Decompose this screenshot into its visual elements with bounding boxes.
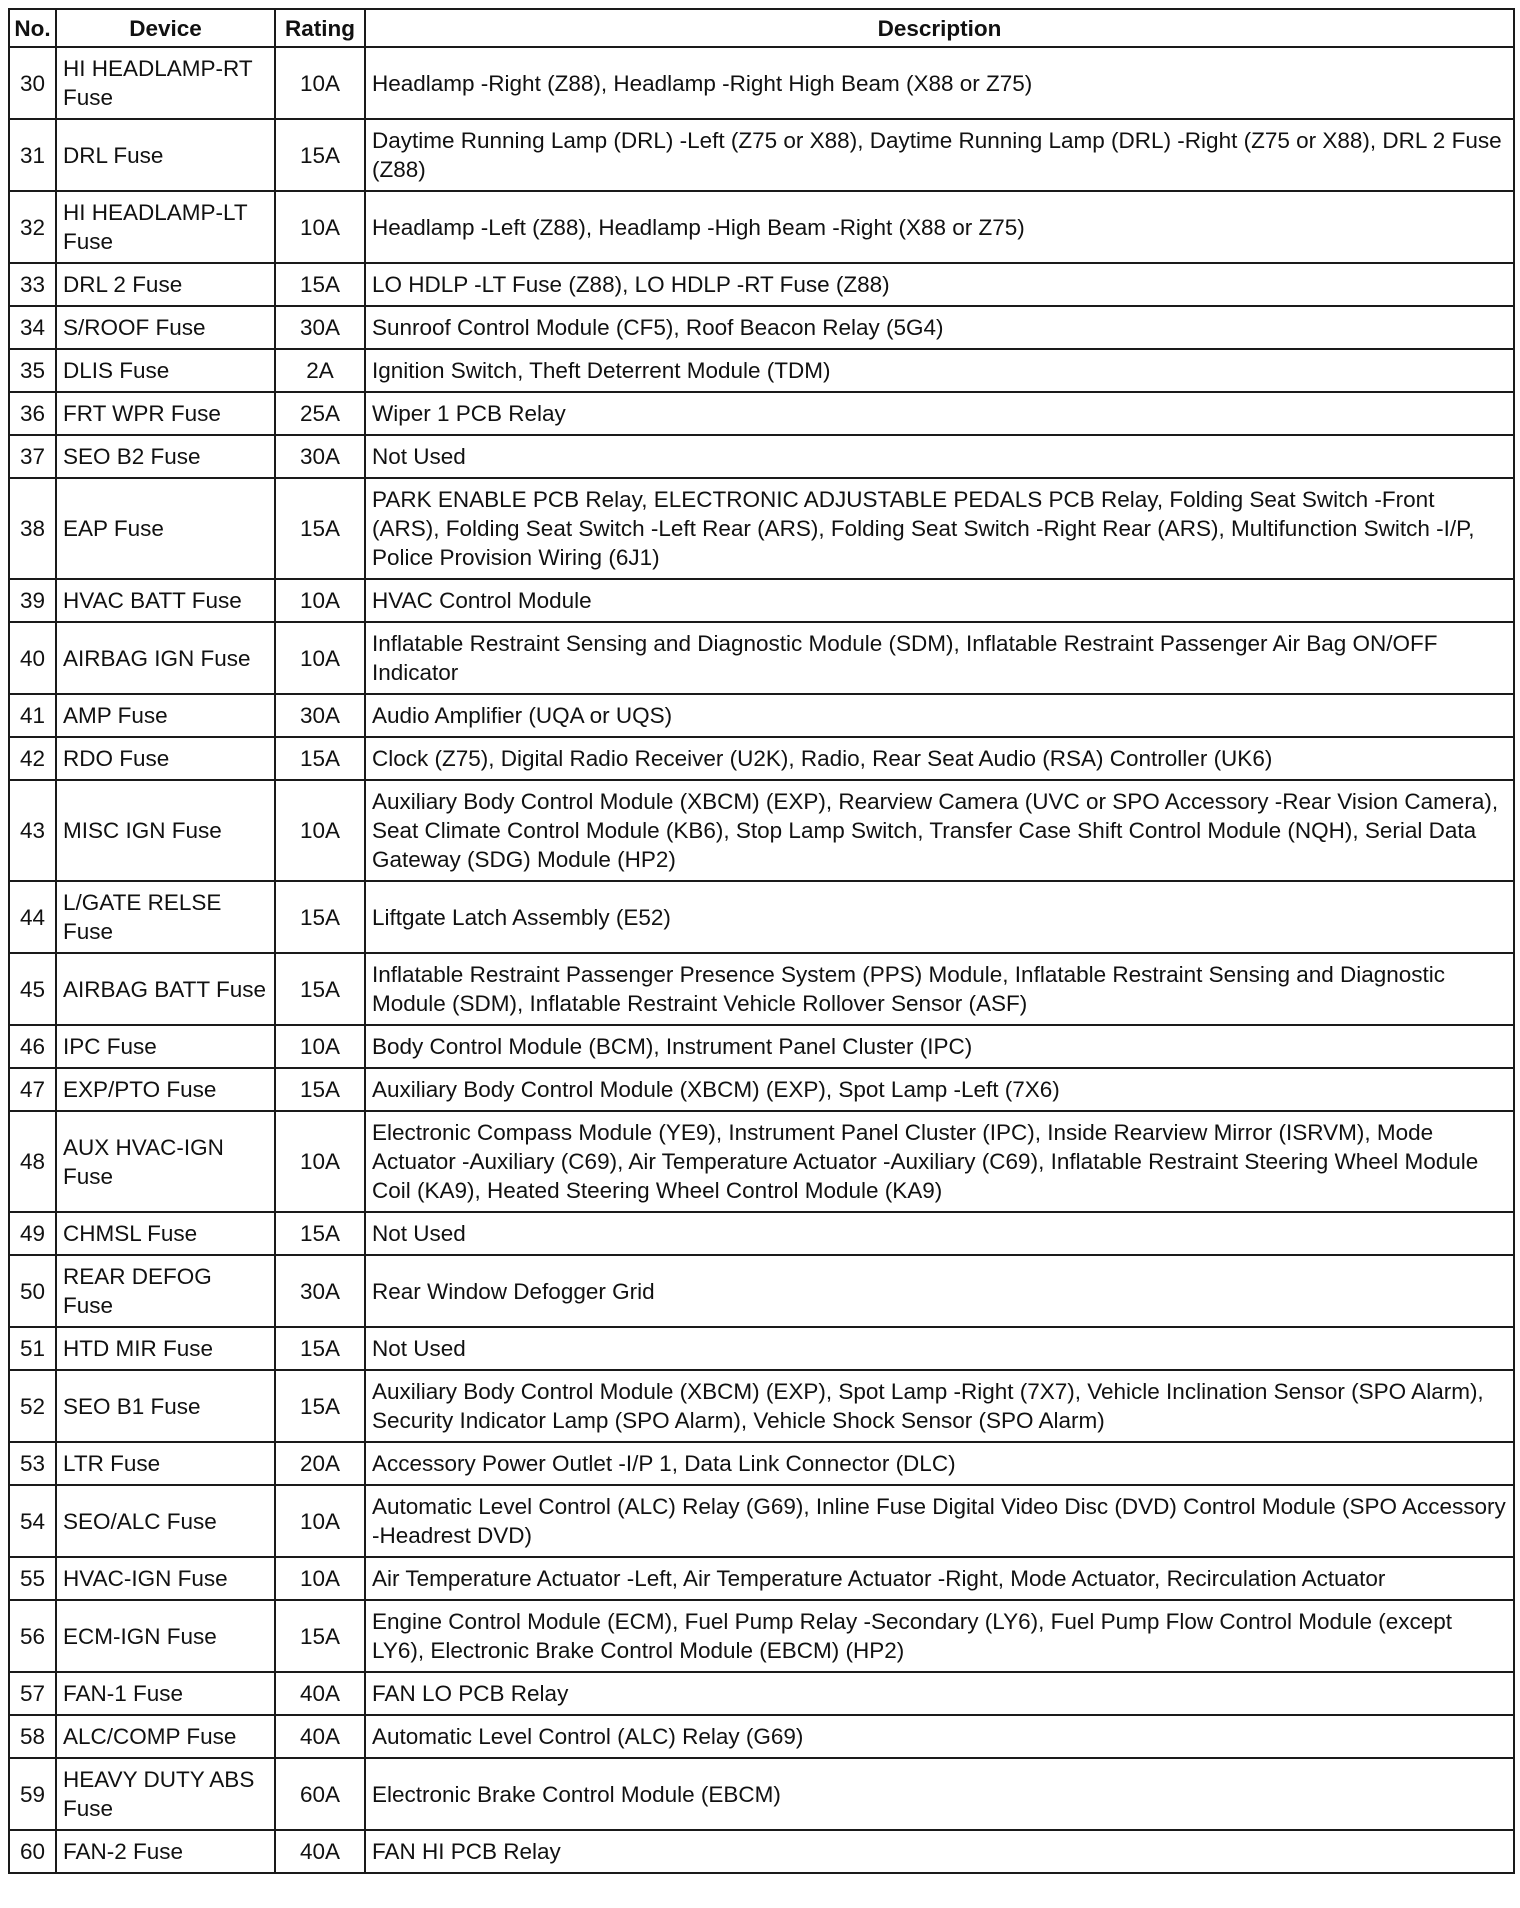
table-row — [9, 191, 1514, 263]
fuse-number: 39 — [9, 579, 56, 622]
fuse-device: HTD MIR Fuse — [56, 1327, 275, 1370]
fuse-description: Auxiliary Body Control Module (XBCM) (EXP), Rearview Camera (UVC or SPO Accessory -Rear Vision Camera), Seat Climate Control Module (KB6), Stop Lamp Switch, Transfer Case Shift Control Module (NQH), Serial Data Gateway (SDG) Module (HP2) — [365, 780, 1514, 881]
fuse-rating: 10A — [275, 1485, 365, 1557]
table-row — [9, 478, 1514, 579]
fuse-rating: 15A — [275, 1212, 365, 1255]
fuse-number: 44 — [9, 881, 56, 953]
fuse-number: 32 — [9, 191, 56, 263]
fuse-rating: 20A — [275, 1442, 365, 1485]
fuse-device: S/ROOF Fuse — [56, 306, 275, 349]
fuse-rating: 2A — [275, 349, 365, 392]
fuse-description: Daytime Running Lamp (DRL) -Left (Z75 or X88), Daytime Running Lamp (DRL) -Right (Z75 or X88), DRL 2 Fuse (Z88) — [365, 119, 1514, 191]
fuse-device: MISC IGN Fuse — [56, 780, 275, 881]
fuse-device: AIRBAG BATT Fuse — [56, 953, 275, 1025]
fuse-description: Auxiliary Body Control Module (XBCM) (EXP), Spot Lamp -Right (7X7), Vehicle Inclination Sensor (SPO Alarm), Security Indicator Lamp (SPO Alarm), Vehicle Shock Sensor (SPO Alarm) — [365, 1370, 1514, 1442]
fuse-number: 42 — [9, 737, 56, 780]
table-row — [9, 47, 1514, 119]
fuse-description: Air Temperature Actuator -Left, Air Temperature Actuator -Right, Mode Actuator, Recirculation Actuator — [365, 1557, 1514, 1600]
fuse-description: Clock (Z75), Digital Radio Receiver (U2K), Radio, Rear Seat Audio (RSA) Controller (UK6) — [365, 737, 1514, 780]
fuse-description: LO HDLP -LT Fuse (Z88), LO HDLP -RT Fuse (Z88) — [365, 263, 1514, 306]
fuse-number: 55 — [9, 1557, 56, 1600]
fuse-description: Electronic Brake Control Module (EBCM) — [365, 1758, 1514, 1830]
fuse-rating: 10A — [275, 47, 365, 119]
fuse-description: Automatic Level Control (ALC) Relay (G69), Inline Fuse Digital Video Disc (DVD) Control Module (SPO Accessory -Headrest DVD) — [365, 1485, 1514, 1557]
fuse-number: 33 — [9, 263, 56, 306]
fuse-rating: 10A — [275, 622, 365, 694]
fuse-device: HI HEADLAMP-RT Fuse — [56, 47, 275, 119]
fuse-number: 48 — [9, 1111, 56, 1212]
table-row — [9, 1111, 1514, 1212]
fuse-rating: 40A — [275, 1672, 365, 1715]
fuse-description: HVAC Control Module — [365, 579, 1514, 622]
fuse-number: 59 — [9, 1758, 56, 1830]
table-row — [9, 780, 1514, 881]
fuse-description: Not Used — [365, 435, 1514, 478]
fuse-rating: 30A — [275, 1255, 365, 1327]
fuse-rating: 15A — [275, 953, 365, 1025]
fuse-rating: 15A — [275, 1370, 365, 1442]
fuse-description: Rear Window Defogger Grid — [365, 1255, 1514, 1327]
fuse-description: Sunroof Control Module (CF5), Roof Beacon Relay (5G4) — [365, 306, 1514, 349]
fuse-device: CHMSL Fuse — [56, 1212, 275, 1255]
fuse-number: 38 — [9, 478, 56, 579]
fuse-rating: 10A — [275, 1025, 365, 1068]
table-row — [9, 1442, 1514, 1485]
fuse-device: SEO B2 Fuse — [56, 435, 275, 478]
fuse-device: RDO Fuse — [56, 737, 275, 780]
table-row — [9, 435, 1514, 478]
fuse-rating: 10A — [275, 1557, 365, 1600]
fuse-device: AMP Fuse — [56, 694, 275, 737]
fuse-description: Not Used — [365, 1327, 1514, 1370]
fuse-rating: 40A — [275, 1715, 365, 1758]
table-row — [9, 306, 1514, 349]
fuse-device: LTR Fuse — [56, 1442, 275, 1485]
fuse-rating: 40A — [275, 1830, 365, 1873]
fuse-device: ECM-IGN Fuse — [56, 1600, 275, 1672]
fuse-description: Automatic Level Control (ALC) Relay (G69) — [365, 1715, 1514, 1758]
table-row — [9, 1068, 1514, 1111]
fuse-rating: 15A — [275, 478, 365, 579]
fuse-device: ALC/COMP Fuse — [56, 1715, 275, 1758]
table-row — [9, 1212, 1514, 1255]
fuse-description: Inflatable Restraint Sensing and Diagnostic Module (SDM), Inflatable Restraint Passenger Air Bag ON/OFF Indicator — [365, 622, 1514, 694]
table-row — [9, 1758, 1514, 1830]
table-row — [9, 1370, 1514, 1442]
fuse-description: Engine Control Module (ECM), Fuel Pump Relay -Secondary (LY6), Fuel Pump Flow Control Module (except LY6), Electronic Brake Control Module (EBCM) (HP2) — [365, 1600, 1514, 1672]
table-row — [9, 881, 1514, 953]
table-row — [9, 263, 1514, 306]
fuse-device: DRL 2 Fuse — [56, 263, 275, 306]
fuse-number: 57 — [9, 1672, 56, 1715]
fuse-device: HI HEADLAMP-LT Fuse — [56, 191, 275, 263]
fuse-rating: 30A — [275, 694, 365, 737]
fuse-description: Accessory Power Outlet -I/P 1, Data Link Connector (DLC) — [365, 1442, 1514, 1485]
fuse-device: FAN-2 Fuse — [56, 1830, 275, 1873]
table-row — [9, 694, 1514, 737]
header-rating: Rating — [275, 9, 365, 47]
header-no: No. — [9, 9, 56, 47]
fuse-number: 31 — [9, 119, 56, 191]
table-row — [9, 1600, 1514, 1672]
fuse-number: 30 — [9, 47, 56, 119]
fuse-device: FAN-1 Fuse — [56, 1672, 275, 1715]
fuse-rating: 10A — [275, 1111, 365, 1212]
fuse-device: HEAVY DUTY ABS Fuse — [56, 1758, 275, 1830]
fuse-device: HVAC-IGN Fuse — [56, 1557, 275, 1600]
fuse-number: 54 — [9, 1485, 56, 1557]
fuse-rating: 10A — [275, 191, 365, 263]
table-row — [9, 953, 1514, 1025]
fuse-description: PARK ENABLE PCB Relay, ELECTRONIC ADJUSTABLE PEDALS PCB Relay, Folding Seat Switch -Front (ARS), Folding Seat Switch -Left Rear (ARS), Folding Seat Switch -Right Rear (ARS), Multifunction Switch -I/P, Police Provision Wiring (6J1) — [365, 478, 1514, 579]
fuse-device: AIRBAG IGN Fuse — [56, 622, 275, 694]
fuse-number: 36 — [9, 392, 56, 435]
fuse-number: 46 — [9, 1025, 56, 1068]
fuse-number: 56 — [9, 1600, 56, 1672]
table-row — [9, 1485, 1514, 1557]
fuse-device: EXP/PTO Fuse — [56, 1068, 275, 1111]
fuse-device: EAP Fuse — [56, 478, 275, 579]
fuse-number: 41 — [9, 694, 56, 737]
fuse-number: 53 — [9, 1442, 56, 1485]
table-row — [9, 622, 1514, 694]
fuse-number: 49 — [9, 1212, 56, 1255]
fuse-number: 37 — [9, 435, 56, 478]
fuse-description: Liftgate Latch Assembly (E52) — [365, 881, 1514, 953]
table-row — [9, 349, 1514, 392]
fuse-description: Headlamp -Left (Z88), Headlamp -High Beam -Right (X88 or Z75) — [365, 191, 1514, 263]
fuse-rating: 25A — [275, 392, 365, 435]
fuse-number: 58 — [9, 1715, 56, 1758]
fuse-rating: 15A — [275, 881, 365, 953]
fuse-description: Ignition Switch, Theft Deterrent Module (TDM) — [365, 349, 1514, 392]
fuse-device: IPC Fuse — [56, 1025, 275, 1068]
fuse-device: REAR DEFOG Fuse — [56, 1255, 275, 1327]
fuse-number: 51 — [9, 1327, 56, 1370]
fuse-rating: 30A — [275, 306, 365, 349]
fuse-description: Auxiliary Body Control Module (XBCM) (EXP), Spot Lamp -Left (7X6) — [365, 1068, 1514, 1111]
fuse-description: Wiper 1 PCB Relay — [365, 392, 1514, 435]
table-row — [9, 737, 1514, 780]
table-row — [9, 1715, 1514, 1758]
fuse-device: SEO/ALC Fuse — [56, 1485, 275, 1557]
table-row — [9, 1672, 1514, 1715]
fuse-number: 43 — [9, 780, 56, 881]
fuse-rating: 15A — [275, 1600, 365, 1672]
fuse-number: 47 — [9, 1068, 56, 1111]
table-row — [9, 392, 1514, 435]
fuse-device: L/GATE RELSE Fuse — [56, 881, 275, 953]
fuse-rating: 10A — [275, 579, 365, 622]
fuse-description: FAN LO PCB Relay — [365, 1672, 1514, 1715]
fuse-number: 35 — [9, 349, 56, 392]
fuse-rating: 15A — [275, 119, 365, 191]
fuse-device: DLIS Fuse — [56, 349, 275, 392]
fuse-rating: 15A — [275, 263, 365, 306]
fuse-number: 60 — [9, 1830, 56, 1873]
table-row — [9, 1557, 1514, 1600]
fuse-description: Electronic Compass Module (YE9), Instrument Panel Cluster (IPC), Inside Rearview Mirror (ISRVM), Mode Actuator -Auxiliary (C69), Air Temperature Actuator -Auxiliary (C69), Inflatable Restraint Steering Wheel Module Coil (KA9), Heated Steering Wheel Control Module (KA9) — [365, 1111, 1514, 1212]
fuse-description: Headlamp -Right (Z88), Headlamp -Right High Beam (X88 or Z75) — [365, 47, 1514, 119]
fuse-rating: 15A — [275, 737, 365, 780]
fuse-number: 50 — [9, 1255, 56, 1327]
fuse-description: Inflatable Restraint Passenger Presence System (PPS) Module, Inflatable Restraint Sensing and Diagnostic Module (SDM), Inflatable Restraint Vehicle Rollover Sensor (ASF) — [365, 953, 1514, 1025]
fuse-device: DRL Fuse — [56, 119, 275, 191]
fuse-description: FAN HI PCB Relay — [365, 1830, 1514, 1873]
table-row — [9, 1327, 1514, 1370]
fuse-rating: 10A — [275, 780, 365, 881]
table-row — [9, 1025, 1514, 1068]
fuse-number: 40 — [9, 622, 56, 694]
header-row — [9, 9, 1514, 47]
fuse-description: Not Used — [365, 1212, 1514, 1255]
table-row — [9, 1255, 1514, 1327]
fuse-number: 52 — [9, 1370, 56, 1442]
fuse-device: SEO B1 Fuse — [56, 1370, 275, 1442]
table-row — [9, 119, 1514, 191]
fuse-device: FRT WPR Fuse — [56, 392, 275, 435]
header-description: Description — [365, 9, 1514, 47]
fuse-number: 34 — [9, 306, 56, 349]
fuse-number: 45 — [9, 953, 56, 1025]
fuse-rating: 30A — [275, 435, 365, 478]
fuse-rating: 60A — [275, 1758, 365, 1830]
fuse-rating: 15A — [275, 1327, 365, 1370]
fuse-device: HVAC BATT Fuse — [56, 579, 275, 622]
fuse-description: Audio Amplifier (UQA or UQS) — [365, 694, 1514, 737]
fuse-description: Body Control Module (BCM), Instrument Panel Cluster (IPC) — [365, 1025, 1514, 1068]
fuse-table — [8, 8, 1515, 1874]
table-body — [9, 47, 1514, 1873]
table-row — [9, 579, 1514, 622]
fuse-rating: 15A — [275, 1068, 365, 1111]
fuse-device: AUX HVAC-IGN Fuse — [56, 1111, 275, 1212]
header-device: Device — [56, 9, 275, 47]
table-row — [9, 1830, 1514, 1873]
